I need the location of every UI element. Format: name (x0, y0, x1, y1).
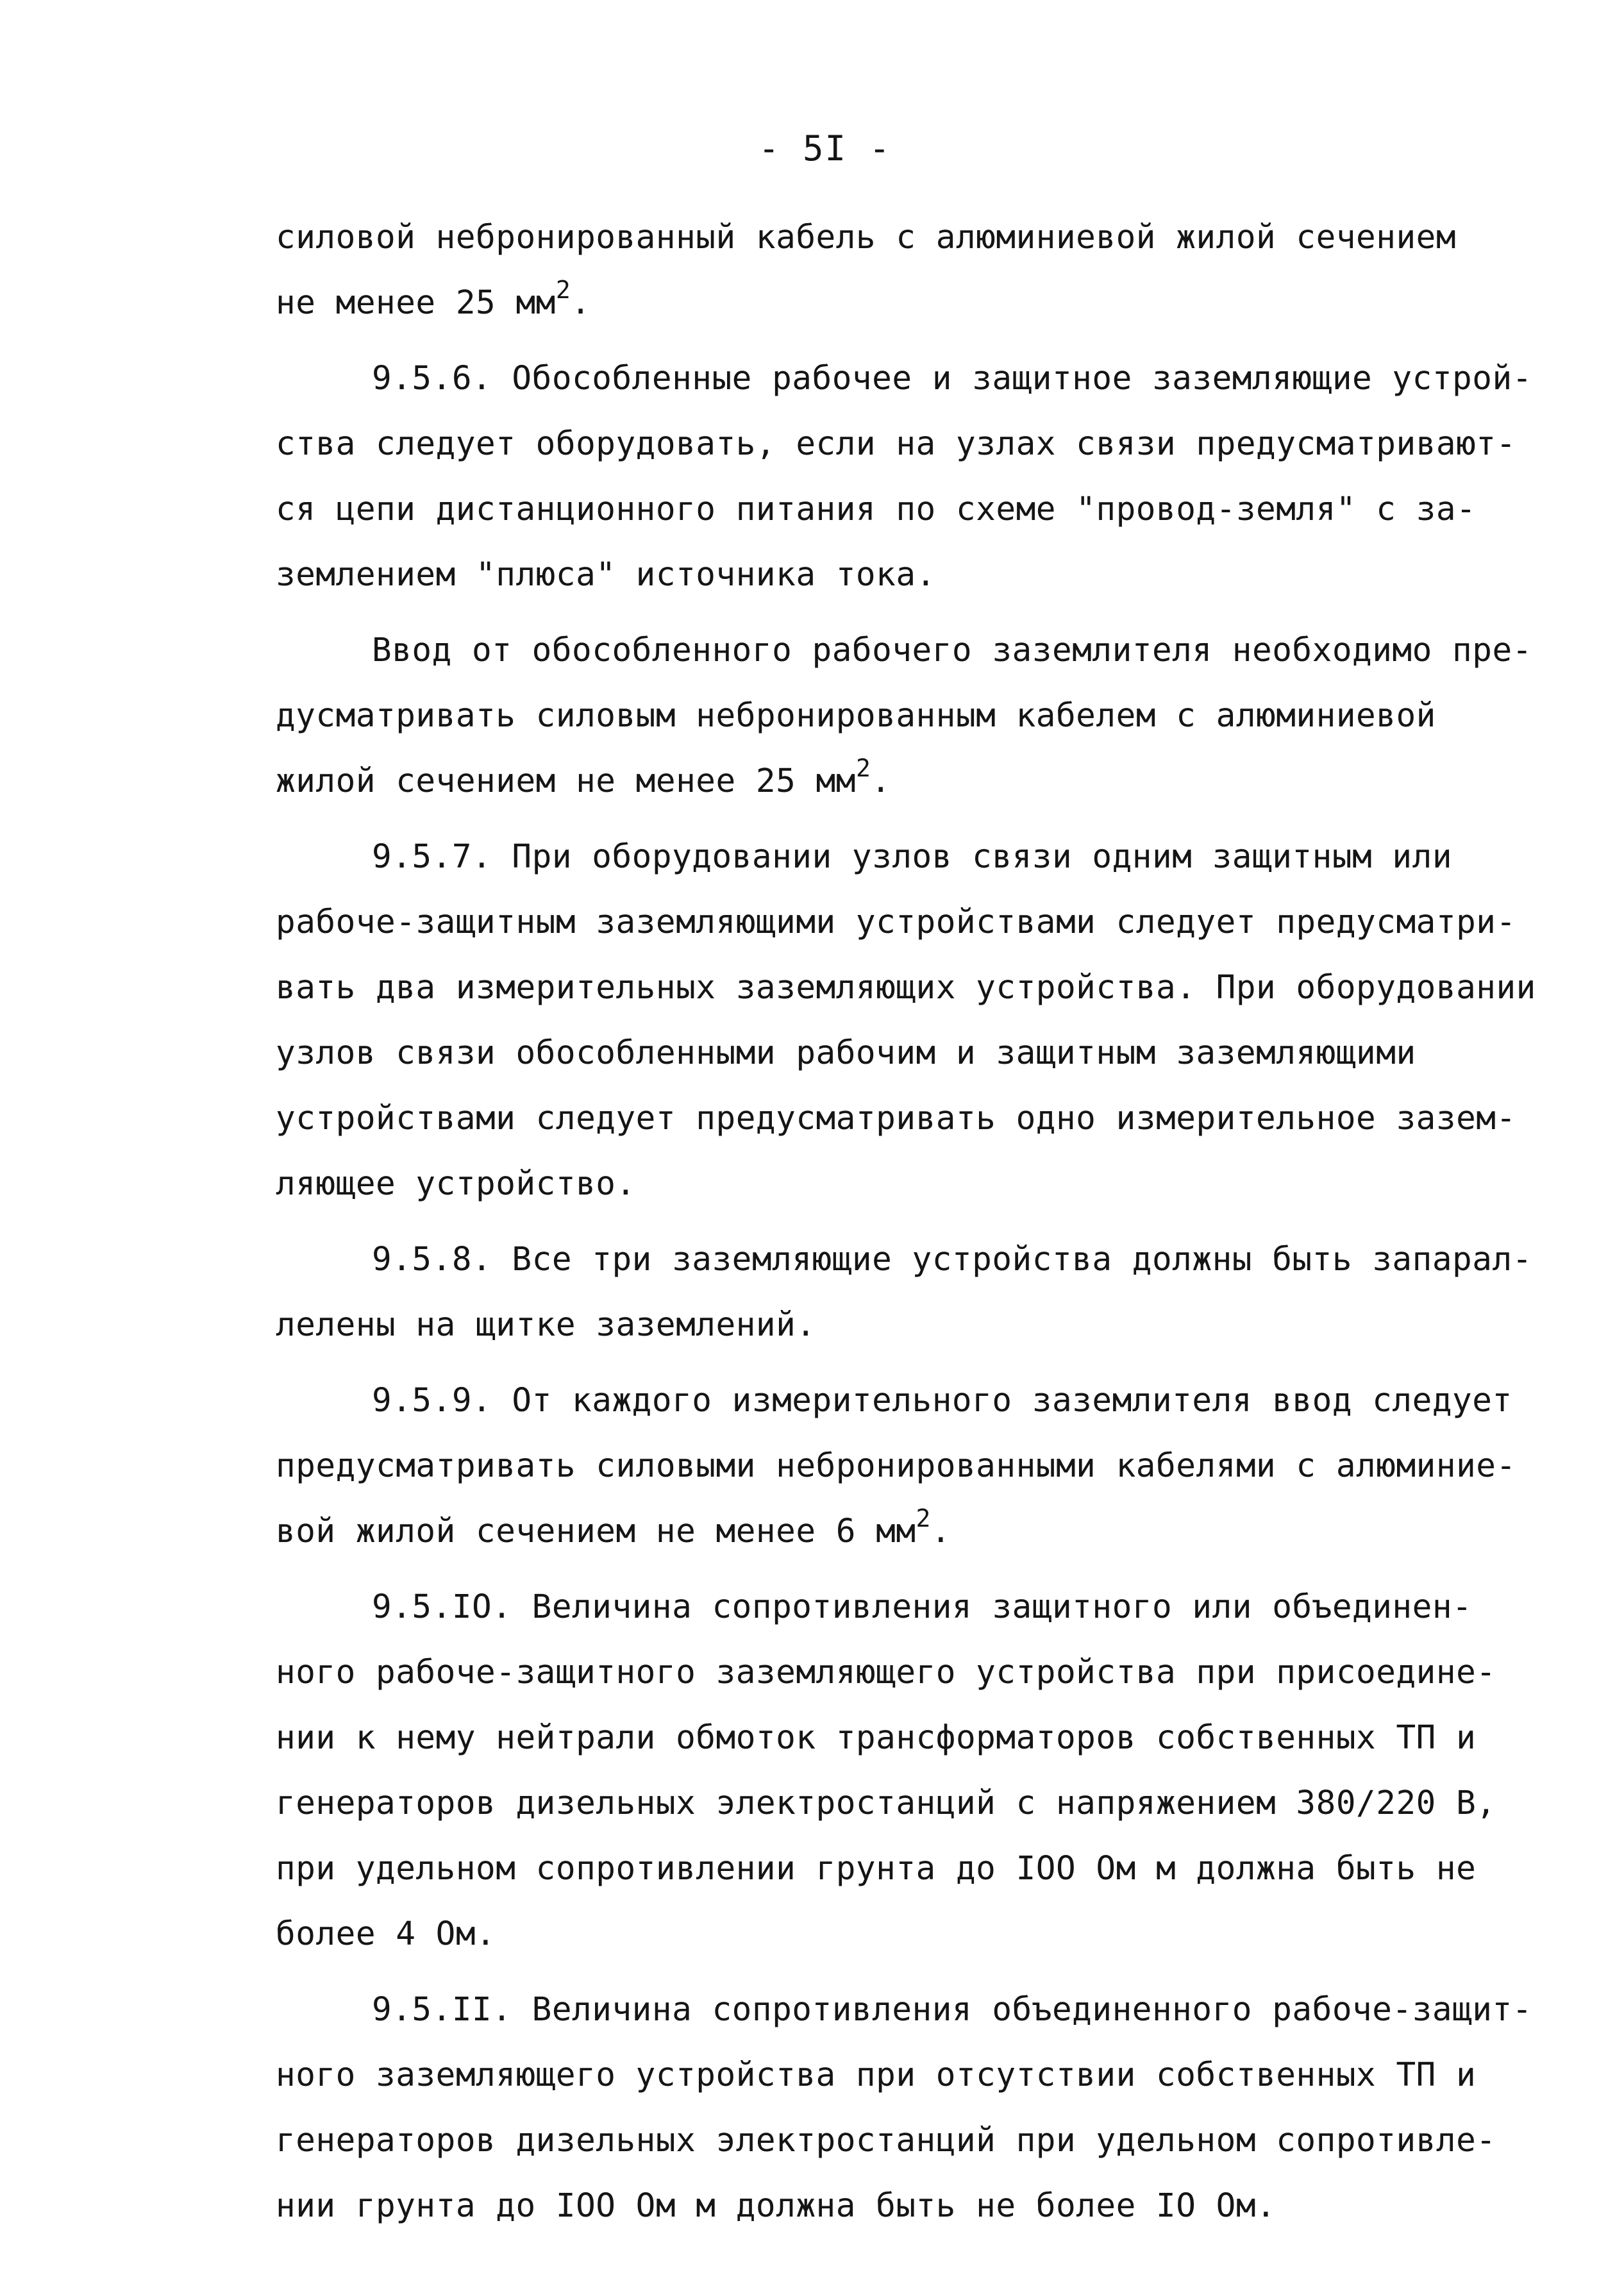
line-end-punctuation: . (871, 762, 891, 800)
text-line (276, 1499, 1545, 1564)
text-line: ного рабоче-защитного заземляющего устройства при присоедине- (276, 1654, 1496, 1691)
text-line: нии грунта до IOO Ом м должна быть не более IO Ом. (276, 2187, 1277, 2225)
text-line: предусматривать силовыми небронированными кабелями с алюминие- (276, 1447, 1516, 1485)
text-line: дусматривать силовым небронированным кабелем с алюминиевой (276, 697, 1436, 735)
superscript: 2 (916, 1504, 931, 1532)
text-line: землением "плюса" источника тока. (276, 556, 936, 594)
text-line: 9.5.8. Все три заземляющие устройства должны быть запарал- (372, 1241, 1532, 1279)
text-line-content: жилой сечением не менее 25 мм (276, 762, 856, 800)
text-line: 9.5.II. Величина сопротивления объединенного рабоче-защит- (372, 1991, 1532, 2029)
body-text (276, 205, 1545, 2239)
text-line: ного заземляющего устройства при отсутствии собственных ТП и (276, 2056, 1477, 2094)
text-line-content: вой жилой сечением не менее 6 мм (276, 1513, 916, 1550)
text-line: узлов связи обособленными рабочим и защитным заземляющими (276, 1034, 1416, 1072)
text-line: ляющее устройство. (276, 1165, 636, 1203)
text-line: нии к нему нейтрали обмоток трансформаторов собственных ТП и (276, 1719, 1477, 1757)
text-line: 9.5.9. От каждого измерительного заземлителя ввод следует (372, 1382, 1512, 1420)
paragraph (276, 618, 1545, 814)
paragraph-9-5-9 (276, 1368, 1545, 1564)
page-number: - 5I - (758, 128, 892, 169)
text-line (276, 271, 1545, 336)
line-end-punctuation: . (930, 1513, 951, 1550)
text-line (276, 749, 1545, 814)
text-line: при удельном сопротивлении грунта до IOO Ом м должна быть не (276, 1850, 1477, 1888)
text-line: Ввод от обособленного рабочего заземлителя необходимо пре- (372, 632, 1532, 669)
text-line: ства следует оборудовать, если на узлах связи предусматривают- (276, 425, 1516, 463)
paragraph-9-5-6 (276, 346, 1545, 608)
text-line: вать два измерительных заземляющих устройства. При оборудовании (276, 969, 1536, 1007)
paragraph-9-5-8 (276, 1227, 1545, 1358)
text-line: 9.5.7. При оборудовании узлов связи одним защитным или (372, 838, 1453, 876)
paragraph-9-5-11 (276, 1977, 1545, 2239)
text-line: более 4 Ом. (276, 1915, 496, 1953)
text-line-content: не менее 25 мм (276, 284, 556, 322)
text-line: лелены на щитке заземлений. (276, 1306, 816, 1344)
text-line: генераторов дизельных электростанций при удельном сопротивле- (276, 2122, 1496, 2160)
text-line: генераторов дизельных электростанций с напряжением 380/220 В, (276, 1784, 1496, 1822)
text-line: устройствами следует предусматривать одно измерительное зазем- (276, 1100, 1516, 1137)
text-line: 9.5.IO. Величина сопротивления защитного или объединен- (372, 1588, 1473, 1626)
superscript: 2 (555, 276, 571, 304)
line-end-punctuation: . (571, 284, 591, 322)
paragraph (276, 205, 1545, 336)
text-line: рабоче-защитным заземляющими устройствами следует предусматри- (276, 903, 1516, 941)
text-line: 9.5.6. Обособленные рабочее и защитное заземляющие устрой- (372, 360, 1532, 398)
superscript: 2 (855, 754, 871, 782)
text-line: силовой небронированный кабель с алюминиевой жилой сечением (276, 219, 1457, 256)
text-line: ся цепи дистанционного питания по схеме "провод-земля" с за- (276, 491, 1477, 528)
paragraph-9-5-10 (276, 1575, 1545, 1967)
paragraph-9-5-7 (276, 825, 1545, 1217)
